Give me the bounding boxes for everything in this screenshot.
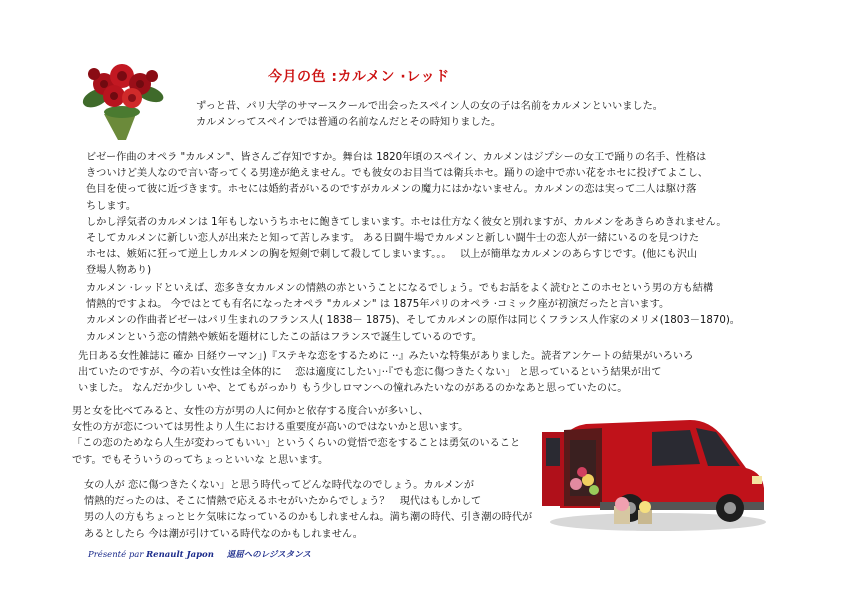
text-line: いました。 なんだか少し いや、とてもがっかり もう少しロマンへの憧れみたいなのがあるのかなあと思っていたのに。	[78, 383, 628, 395]
intro-paragraph	[196, 99, 663, 131]
text-line: 女の人が 恋に傷つきたくない」と思う時代ってどんな時代なのでしょう。カルメンが	[84, 480, 475, 491]
text-line: カルメンの作曲者ビゼーはパリ生まれのフランス人( 1838－ 1875)、そしてカルメンの原作は同じくフランス人作家のメリメ(1803－1870)。	[86, 315, 740, 327]
text-line: 色目を使って彼に近づきます。ホセには婚約者がいるのですがカルメンの魔力にはかないません。カルメンの恋は実って二人は駆け落	[86, 184, 697, 196]
text-line: 登場人物あり)	[86, 265, 152, 277]
footer-credit	[88, 548, 311, 560]
text-line: ホセは、嫉妬に狂って逆上しカルメンの胸を短剣で刺して殺してしまいます。。。 以上が簡単なカルメンのあらすじです。(他にも沢山	[86, 249, 698, 261]
text-line: カルメンってスペインでは普通の名前なんだとその時知りました。	[196, 117, 502, 129]
text-line: 先日ある女性雑誌に 確か 日経ウーマン」)『ステキな恋をするために ··』みたいな特集がありました。読者アンケートの結果がいろいろ	[78, 351, 694, 362]
men-women-paragraph	[72, 404, 520, 469]
text-line: 男の人の方もちょっとヒケ気味になっているのかもしれませんね。満ち潮の時代、引き潮の時代が	[84, 512, 533, 524]
opera-story-paragraph	[86, 150, 727, 280]
text-line: ちします。	[86, 200, 137, 212]
page-title: 今月の色 :カルメン ·レッド	[268, 69, 450, 85]
text-line: 情熱的だったのは、そこに情熱で応えるホセがいたからでしょう？ 現代はもしかして	[84, 496, 482, 508]
rose-bouquet-image	[74, 54, 170, 142]
text-line: カルメンという恋の情熱や嫉妬を題材にしたこの話はフランスで誕生しているのです。	[86, 331, 482, 343]
text-line: きついけど美人なので言い寄ってくる男達が絶えません。でも彼女のお目当ては衛兵ホセ。踊りの途中で赤い花をホセに投げてよこし、	[86, 168, 708, 180]
text-line: カルメン ·レッドといえば、恋多き女カルメンの情熱の赤ということになるでしょう。でもお話をよく読むとこのホセという男の方も結構	[86, 283, 714, 294]
text-line: 女性の方が恋については男性より人生における重要度が高いのではないかと思います。	[72, 422, 469, 434]
text-line: ビゼー作曲のオペラ "カルメン"、皆さんご存知ですか。舞台は 1820年頃のスペイン、カルメンはジプシーの女工で踊りの名手、性格は	[86, 152, 707, 163]
footer-presented-label: Présenté par	[88, 550, 144, 560]
text-line: しかし浮気者のカルメンは 1年もしないうちホセに飽きてしまいます。ホセは仕方なく彼女と別れますが、カルメンをあきらめきれません。	[86, 216, 727, 228]
text-line: 出ていたのですが、今の若い女性は全体的に 恋は適度にしたい」··『でも恋に傷つきたくない」 と思っているという結果が出て	[78, 367, 662, 379]
footer-tagline: 退屈へのレジスタンス	[226, 550, 311, 560]
text-line: 「この恋のためなら人生が変わってもいい」というくらいの覚悟で恋をすることは勇気のいること	[72, 438, 521, 450]
conclusion-paragraph	[84, 478, 532, 543]
text-line: 情熱的ですよね。 今ではとても有名になったオペラ "カルメン" は 1875年パリのオペラ ·コミック座が初演だったと言います。	[86, 299, 670, 311]
text-line: あるとしたら 今は潮が引けている時代なのかもしれません。	[84, 528, 363, 540]
text-line: です。でもそういうのってちょっといいな と思います。	[72, 454, 329, 466]
magazine-paragraph	[78, 349, 693, 398]
footer-brand: Renault Japon	[146, 550, 214, 560]
red-van-image	[540, 410, 772, 534]
text-line: ずっと昔、パリ大学のサマースクールで出会ったスペイン人の女の子は名前をカルメンといいました。	[196, 101, 663, 112]
text-line: そしてカルメンに新しい恋人が出来たと知って苦しみます。 ある日闘牛場でカルメンと新しい闘牛士の恋人が一緒にいるのを見つけた	[86, 233, 700, 245]
text-line: 男と女を比べてみると、女性の方が男の人に何かと依存する度合いが多いし、	[72, 406, 429, 417]
carmen-red-paragraph	[86, 281, 740, 346]
